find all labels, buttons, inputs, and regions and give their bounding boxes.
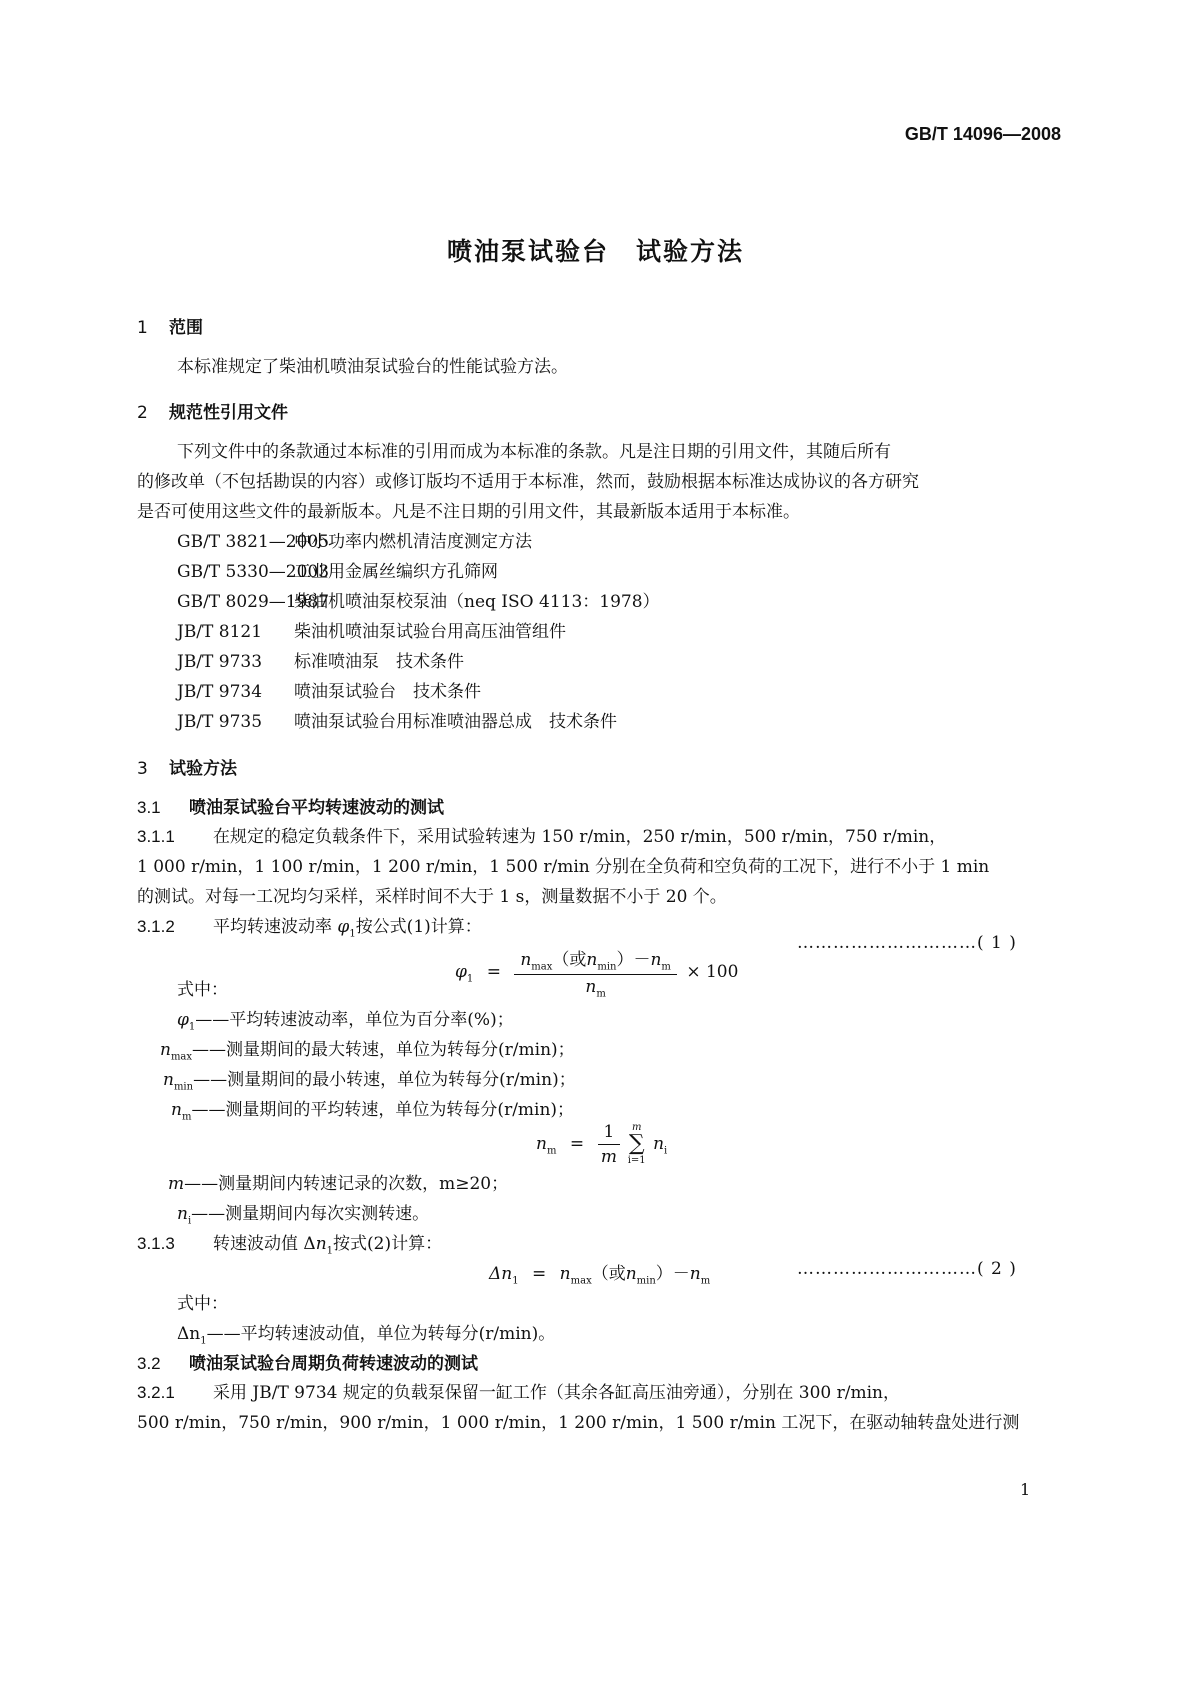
def-sub: m	[181, 1111, 192, 1123]
var-sub: max	[531, 961, 553, 973]
subsection-number: 3.2	[137, 1354, 161, 1373]
leader-dots: …………………………	[797, 1259, 977, 1279]
subsection-title: 喷油泵试验台平均转速波动的测试	[189, 798, 444, 818]
clause-number: 3.1.3	[137, 1234, 175, 1253]
sigma-icon: ∑	[628, 1130, 645, 1156]
section-title: 范围	[169, 318, 203, 338]
page-title: 喷油泵试验台 试验方法	[446, 237, 744, 266]
var-sub: max	[570, 1275, 592, 1287]
where-label: 式中：	[177, 1294, 228, 1314]
formula-equals: =	[532, 1264, 547, 1284]
var: n	[559, 1264, 571, 1284]
section-2-para-line: 的修改单（不包括勘误的内容）或修订版均不适用于本标准，然而，鼓励根据本标准达成协议的各方研究	[137, 472, 919, 492]
symbol: φ	[337, 917, 350, 937]
var: n	[689, 1264, 701, 1284]
definition-item	[163, 1065, 576, 1092]
formula-1	[455, 945, 738, 1000]
definition-item	[177, 1005, 514, 1032]
reference-code: JB/T 9733	[177, 652, 263, 672]
formula-2	[489, 1259, 710, 1286]
reference-title: 标准喷油泵 技术条件	[294, 652, 464, 672]
reference-item	[177, 707, 617, 732]
var: n	[650, 950, 662, 970]
definition-item	[160, 1035, 575, 1062]
def-symbol: φ	[177, 1010, 189, 1030]
reference-code: GB/T 5330—2003	[177, 562, 330, 582]
var-sub: m	[661, 961, 671, 973]
formula-equals: =	[486, 961, 501, 982]
clause-3-2-1-line	[137, 1378, 900, 1403]
section-number: 2	[137, 403, 148, 423]
def-text: ——平均转速波动率，单位为百分率(%)；	[195, 1010, 514, 1030]
section-title: 试验方法	[169, 759, 237, 779]
reference-item	[177, 557, 498, 582]
section-2-heading	[137, 398, 288, 423]
def-sub: 1	[188, 1021, 196, 1033]
var-sub: m	[546, 1145, 557, 1157]
reference-item	[177, 617, 566, 642]
def-symbol: n	[163, 1070, 174, 1090]
var-sub: 1	[512, 1275, 519, 1287]
sum-upper: m	[631, 1121, 642, 1133]
var: n	[536, 1134, 547, 1154]
reference-title: 工业用金属丝编织方孔筛网	[294, 562, 498, 582]
section-title: 规范性引用文件	[169, 403, 288, 423]
section-2-para-line: 是否可使用这些文件的最新版本。凡是不注日期的引用文件，其最新版本适用于本标准。	[137, 502, 800, 522]
paren-text: （或	[552, 950, 587, 970]
def-sub: max	[170, 1051, 193, 1063]
clause-text: 采用 JB/T 9734 规定的负载泵保留一缸工作（其余各缸高压油旁通），分别在 300 r/min，	[213, 1383, 900, 1403]
fraction-numerator: 1	[598, 1122, 621, 1145]
reference-item	[177, 587, 660, 612]
reference-code: JB/T 9735	[177, 712, 263, 732]
formula-fraction	[514, 945, 677, 1000]
def-text: ——测量期间内转速记录的次数，m≥20；	[184, 1174, 509, 1194]
standard-number: GB/T 14096—2008	[904, 124, 1061, 144]
operator: ）－	[616, 950, 651, 970]
section-1-text: 本标准规定了柴油机喷油泵试验台的性能试验方法。	[177, 357, 568, 377]
def-symbol: m	[168, 1174, 185, 1194]
reference-code: GB/T 8029—1987	[177, 592, 330, 612]
formula-number: ( 1 )	[977, 933, 1017, 953]
reference-item	[177, 677, 481, 702]
var: n	[625, 1264, 637, 1284]
symbol-sub: 1	[326, 1245, 334, 1257]
clause-3-1-3-line	[137, 1229, 442, 1256]
clause-tail: 按式(2)计算：	[333, 1234, 443, 1254]
reference-item	[177, 527, 532, 552]
reference-title: 喷油泵试验台用标准喷油器总成 技术条件	[294, 712, 617, 732]
section-number: 3	[137, 759, 148, 779]
clause-number: 3.1.1	[137, 827, 175, 846]
fraction-denominator	[514, 975, 677, 999]
var-sub: m	[700, 1275, 711, 1287]
reference-title: 中小功率内燃机清洁度测定方法	[294, 532, 532, 552]
def-text: ——测量期间的最大转速，单位为转每分(r/min)；	[192, 1040, 575, 1060]
var: n	[586, 950, 598, 970]
section-number: 1	[137, 318, 148, 338]
var-sub: min	[636, 1275, 656, 1287]
def-text: ——测量期间内每次实测转速。	[191, 1204, 430, 1224]
section-2-para-line: 下列文件中的条款通过本标准的引用而成为本标准的条款。凡是注日期的引用文件，其随后所有	[177, 442, 891, 462]
definition-item	[177, 1199, 429, 1226]
clause-3-1-1-line: 的测试。对每一工况均匀采样，采样时间不大于 1 s，测量数据不小于 20 个。	[137, 887, 727, 907]
clause-3-1-2-line	[137, 912, 482, 939]
var: n	[653, 1134, 665, 1154]
formula-lhs: φ	[455, 961, 467, 982]
def-text: ——平均转速波动值，单位为转每分(r/min)。	[206, 1324, 556, 1344]
subsection-title: 喷油泵试验台周期负荷转速波动的测试	[189, 1354, 478, 1374]
def-symbol: Δn	[177, 1324, 201, 1344]
def-symbol: n	[177, 1204, 188, 1224]
operator: ）－	[655, 1264, 690, 1284]
subsection-3-1-heading	[137, 793, 444, 818]
formula-2-leader	[797, 1259, 1017, 1279]
clause-3-1-1-line	[137, 822, 946, 847]
reference-title: 柴油机喷油泵试验台用高压油管组件	[294, 622, 566, 642]
var: n	[585, 977, 597, 998]
definition-item	[168, 1169, 508, 1194]
clause-number: 3.2.1	[137, 1383, 175, 1402]
clause-number: 3.1.2	[137, 917, 175, 936]
clause-text: 在规定的稳定负载条件下，采用试验转速为 150 r/min，250 r/min，500 r/min，750 r/min，	[213, 827, 947, 847]
reference-item	[177, 647, 464, 672]
reference-code: JB/T 8121	[177, 622, 263, 642]
formula-mean	[536, 1122, 667, 1167]
clause-tail: 按公式(1)计算：	[355, 917, 482, 937]
reference-code: GB/T 3821—2005	[177, 532, 330, 552]
formula-fraction	[598, 1122, 621, 1167]
def-sub: i	[187, 1215, 192, 1227]
summation	[628, 1123, 646, 1167]
symbol-sub: 1	[349, 928, 356, 940]
def-sub: min	[173, 1081, 194, 1093]
section-1-heading	[137, 313, 203, 338]
leader-dots: …………………………	[797, 933, 977, 953]
var-sub: m	[596, 988, 606, 1000]
var-sub: i	[664, 1145, 668, 1157]
symbol: n	[315, 1234, 327, 1254]
def-text: ——测量期间的最小转速，单位为转每分(r/min)；	[193, 1070, 576, 1090]
clause-3-2-1-line: 500 r/min，750 r/min，900 r/min，1 000 r/min，1 200 r/min，1 500 r/min 工况下，在驱动轴转盘处进行测	[137, 1413, 1020, 1433]
fraction-numerator	[514, 945, 677, 975]
formula-1-leader	[797, 933, 1017, 953]
def-sub: 1	[200, 1335, 207, 1347]
reference-title: 喷油泵试验台 技术条件	[294, 682, 481, 702]
definition-item	[177, 1319, 555, 1346]
formula-number: ( 2 )	[977, 1259, 1017, 1279]
def-symbol: n	[160, 1040, 171, 1060]
subsection-3-2-heading	[137, 1349, 478, 1374]
def-symbol: n	[171, 1100, 182, 1120]
reference-title: 柴油机喷油泵校泵油（neq ISO 4113：1978）	[294, 592, 660, 612]
formula-lhs-sub: 1	[466, 973, 474, 985]
fraction-denominator: m	[600, 1147, 617, 1167]
def-text: ——测量期间的平均转速，单位为转每分(r/min)；	[191, 1100, 575, 1120]
clause-lead: 平均转速波动率	[213, 917, 332, 937]
where-label: 式中：	[177, 980, 228, 1000]
reference-code: JB/T 9734	[177, 682, 263, 702]
section-3-heading	[137, 754, 237, 779]
sum-lower: i=1	[627, 1154, 646, 1166]
formula-equals: =	[569, 1134, 585, 1154]
paren-text: （或	[591, 1264, 626, 1284]
subsection-number: 3.1	[137, 798, 161, 817]
clause-3-1-1-line: 1 000 r/min，1 100 r/min，1 200 r/min，1 500 r/min 分别在全负荷和空负荷的工况下，进行不小于 1 min	[137, 857, 990, 877]
var: n	[520, 950, 532, 970]
var: Δn	[489, 1264, 513, 1284]
page-number: 1	[1020, 1480, 1031, 1499]
var-sub: min	[597, 961, 617, 973]
formula-times: × 100	[686, 961, 739, 982]
definition-item	[171, 1095, 574, 1122]
clause-lead: 转速波动值 Δ	[213, 1234, 316, 1254]
